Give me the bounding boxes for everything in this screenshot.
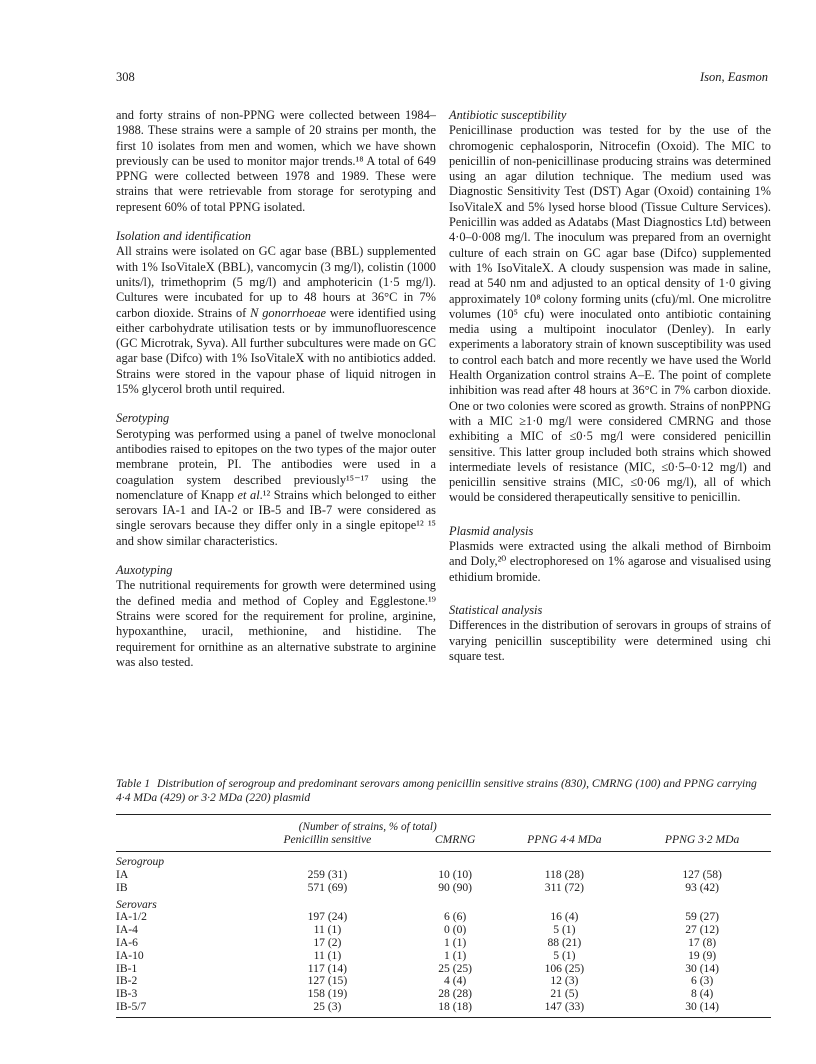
auxotyping-section (116, 563, 436, 670)
page-number: 308 (116, 70, 135, 84)
row-label: IB-3 (116, 987, 138, 1001)
serotyping-heading: Serotyping (116, 411, 170, 426)
table-cell: 117 (14) (307, 961, 347, 975)
table-row (116, 1001, 771, 1017)
isolation-paragraph (116, 244, 436, 397)
table-cell: 5 (1) (553, 948, 576, 962)
organism-name: N gonorrhoeae (250, 305, 327, 320)
table-cell: 19 (9) (688, 948, 717, 962)
auxotyping-paragraph: The nutritional requirements for growth were determined using the defined media and method of Copley and Egglestone.¹⁹ Strains were scored for the requirement for proline, arginine, hypoxanthine, uracil, methionine, and histidine. The requirement for ornithine as an alternative substrate to arginine was also tested. (116, 578, 436, 669)
table-cell: 88 (21) (547, 935, 582, 949)
statistical-paragraph: Differences in the distribution of serovars in groups of strains of varying penicillin susceptibility were determined using chi square test. (449, 618, 771, 663)
table-cell: 27 (12) (685, 923, 720, 937)
table-cell: 8 (4) (691, 987, 714, 1001)
table-caption (116, 777, 771, 804)
table-cell: 127 (15) (307, 974, 348, 988)
row-label: IA (116, 867, 129, 881)
table-cell: 6 (6) (444, 910, 467, 924)
table-cell: 17 (8) (688, 935, 717, 949)
row-label: IA-1/2 (116, 910, 147, 924)
table-cell: 1 (1) (444, 935, 467, 949)
table-cell: 4 (4) (444, 974, 467, 988)
statistical-heading: Statistical analysis (449, 602, 543, 617)
col-header-cmrng: CMRNG (415, 833, 496, 852)
antibiotic-heading: Antibiotic susceptibility (449, 108, 567, 122)
table-cell: 59 (27) (685, 910, 720, 924)
antibiotic-section (449, 108, 771, 506)
table-cell: 11 (1) (313, 923, 342, 937)
table-cell: 25 (3) (240, 1001, 415, 1017)
isolation-heading: Isolation and identification (116, 229, 251, 244)
table-cell: 6 (3) (691, 974, 714, 988)
serovars-heading-label: Serovars (116, 897, 157, 911)
table-cell: 259 (31) (307, 867, 348, 881)
statistical-section (449, 603, 771, 664)
auxotyping-heading: Auxotyping (116, 563, 173, 578)
table-cell: 127 (58) (682, 867, 722, 881)
table-cell: 11 (1) (313, 948, 342, 962)
row-label: IB (116, 880, 128, 894)
table-cell: 147 (33) (496, 1001, 634, 1017)
table-cell: 17 (2) (313, 935, 342, 949)
table-caption-text: Distribution of serogroup and predominant serovars among penicillin sensitive strains (830), CMRNG (100) and PPNG carrying 4·4 MDa (429) or 3·2 MDa (220) plasmid (116, 777, 757, 804)
row-label: IB-1 (116, 961, 138, 975)
table-cell: 12 (3) (550, 974, 579, 988)
et-al: et al (237, 487, 260, 502)
table-cell: 197 (24) (307, 910, 348, 924)
serotyping-text-2: .¹² Strains which belonged to either serovars IA-1 and IA-2 or IB-5 and IB-7 were considered as single serovars because they differ only in a single epitope¹² ¹⁵ and show similar characteristics. (116, 487, 436, 548)
isolation-text-2: were identified using either carbohydrate utilisation tests or by immunofluorescence (GC Microtrak, Syva). All further subcultures were made on GC agar base (Difco) with 1% IsoVitaleX with no antibiotics added. Strains were stored in the vapour phase of liquid nitrogen in 15% glycerol broth until required. (116, 305, 436, 397)
serogroup-heading-label: Serogroup (116, 855, 165, 869)
serovars-heading (116, 895, 771, 912)
running-head: Ison, Easmon (699, 70, 768, 84)
table-cell: 30 (14) (685, 961, 720, 975)
isolation-text-1: All strains were isolated on GC agar base (BBL) supplemented with 1% IsoVitaleX (BBL), vancomycin (3 mg/l), colistin (1000 units/l), trimethoprim (5 mg/l) and amphotericin (1·5 mg/l). Cultures were incubated for up to 48 hours at 36°C in 7% carbon dioxide. Strains of (116, 244, 436, 320)
table-cell: 311 (72) (544, 880, 584, 894)
table-1 (116, 777, 771, 1018)
table-cell: 28 (28) (438, 987, 473, 1001)
distribution-table (116, 814, 771, 1018)
table-cell: 10 (10) (438, 867, 473, 881)
table-row (116, 869, 771, 882)
table-label: Table 1 (116, 777, 151, 790)
left-column (116, 108, 436, 670)
table-cell: 571 (69) (307, 880, 348, 894)
antibiotic-paragraph: Penicillinase production was tested for by the use of the chromogenic cephalosporin, Nitrocefin (Oxoid). The MIC to penicillin of non-penicillinase producing strains was determined using an agar dilution technique. The medium used was Diagnostic Sensitivity Test (DST) Agar (Oxoid) containing 1% IsoVitaleX and 5% lysed horse blood (Tissue Culture Services). Penicillin was added as Adatabs (Mast Diagnostics Ltd) between 4·0–0·008 mg/l. The inoculum was prepared from an overnight culture of each strain on GC agar base (Difco) supplemented with 1% IsoVitaleX. A cloudy suspension was made in saline, read at 540 nm and adjusted to an optical density of 1·0 giving approximately 10⁸ colony forming units (cfu)/ml. One microlitre volumes (10⁵ cfu) were inoculated onto antibiotic containing media using a multipoint inoculator (Denley). In early experiments a laboratory strain of known susceptibility was used to control each batch and more recently we have used the World Health Organization control strains A–E. The point of complete inhibition was read after 48 hours at 36°C in 7% carbon dioxide. One or two colonies were scored as growth. Strains of nonPPNG with a MIC ≥1·0 mg/l were considered CMRNG and those exhibiting a MIC of ≤0·5 mg/l were considered penicillin sensitive. This latter group included both strains which showed intermediate levels of resistance (MIC, ≤0·5–0·12 mg/l) and penicillin sensitive strains (MIC, ≤0·06 mg/l), all of which would be considered therapeutically sensitive to penicillin. (449, 123, 771, 505)
table-cell: 1 (1) (444, 948, 467, 962)
table-cell: 16 (4) (550, 910, 579, 924)
table-cell: 25 (25) (438, 961, 473, 975)
plasmid-heading: Plasmid analysis (449, 523, 534, 538)
col-header-penicillin-sensitive: Penicillin sensitive (240, 833, 415, 852)
table-cell: 158 (19) (307, 987, 348, 1001)
row-label: IA-10 (116, 948, 144, 962)
table-row (116, 937, 771, 950)
table-cell: 0 (0) (444, 923, 467, 937)
table-row (116, 950, 771, 963)
row-label: IA-6 (116, 935, 138, 949)
intro-paragraph: and forty strains of non-PPNG were collected between 1984–1988. These strains were a sample of 20 strains per month, the first 10 isolates from men and women, which we have shown previously can be used to monitor major trends.¹⁸ A total of 649 PPNG were collected between 1978 and 1989. These were strains that were retrievable from storage for serotyping and represent 60% of total PPNG isolated. (116, 108, 436, 214)
table-cell: 30 (14) (633, 1001, 771, 1017)
table-cell: 118 (28) (544, 867, 584, 881)
plasmid-paragraph: Plasmids were extracted using the alkali method of Birnboim and Doly,²⁰ electrophoresed on 1% agarose and visualised using ethidium bromide. (449, 539, 771, 584)
table-cell: 90 (90) (438, 880, 473, 894)
table-cell: 93 (42) (685, 880, 720, 894)
serotyping-paragraph (116, 427, 436, 549)
table-cell: 18 (18) (415, 1001, 496, 1017)
serogroup-heading (116, 852, 771, 869)
row-label: IB-2 (116, 974, 138, 988)
table-cell: 5 (1) (553, 923, 576, 937)
table-span-header: (Number of strains, % of total) (298, 821, 437, 834)
isolation-section (116, 229, 436, 397)
row-label: IA-4 (116, 923, 138, 937)
table-row (116, 882, 771, 895)
table-cell: 106 (25) (544, 961, 585, 975)
plasmid-section (449, 524, 771, 585)
table-cell: 21 (5) (550, 987, 579, 1001)
serotyping-text-1: Serotyping was performed using a panel of twelve monoclonal antibodies raised to epitopes on the two types of the major outer membrane protein, PI. The antibodies were used in a coagulation system described previously¹⁵⁻¹⁷ using the nomenclature of Knapp (116, 426, 436, 502)
row-label: IB-5/7 (116, 1001, 240, 1017)
right-column (449, 108, 771, 664)
col-header-ppng-4-4: PPNG 4·4 MDa (496, 833, 634, 852)
col-header-ppng-3-2: PPNG 3·2 MDa (633, 833, 771, 852)
serotyping-section (116, 411, 436, 549)
